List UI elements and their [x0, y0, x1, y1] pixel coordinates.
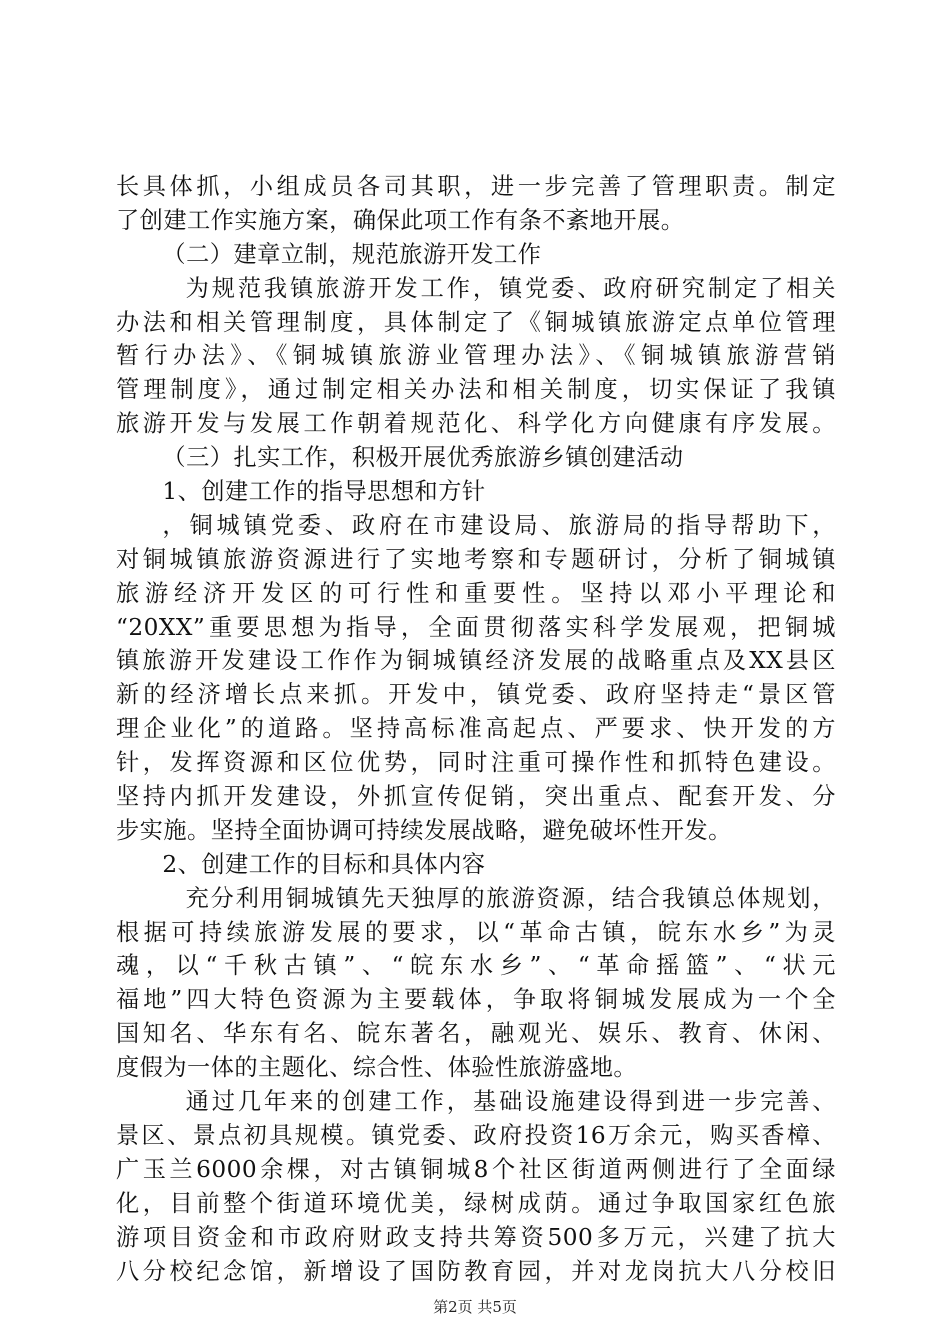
- text-line: 通过几年来的创建工作，基础设施建设得到进一步完善、: [185, 1088, 836, 1116]
- text-line: 了创建工作实施方案，确保此项工作有条不紊地开展。: [116, 206, 685, 234]
- text-line: 长具体抓，小组成员各司其职，进一步完善了管理职责。制定: [116, 173, 836, 200]
- text-line: 八分校纪念馆，新增设了国防教育园，并对龙岗抗大八分校旧: [116, 1257, 836, 1285]
- text-line: （二）建章立制，规范旅游开发工作: [162, 240, 542, 268]
- text-line: 充分利用铜城镇先天独厚的旅游资源，结合我镇总体规划，: [185, 884, 836, 912]
- text-line: （三）扎实工作，积极开展优秀旅游乡镇创建活动: [162, 444, 684, 472]
- text-line: 镇旅游开发建设工作作为铜城镇经济发展的战略重点及XX县区: [116, 647, 836, 675]
- page-footer: 第2页 共5页: [433, 1298, 517, 1316]
- text-line: 暂行办法》、《铜城镇旅游业管理办法》、《铜城镇旅游营销: [116, 342, 836, 370]
- text-line: 针，发挥资源和区位优势，同时注重可操作性和抓特色建设。: [116, 749, 836, 777]
- document-body: [116, 170, 836, 1288]
- text-line: 管理制度》，通过制定相关办法和相关制度，切实保证了我镇: [116, 376, 836, 404]
- text-line: 1、创建工作的指导思想和方针: [162, 478, 486, 506]
- text-line: 2、创建工作的目标和具体内容: [162, 850, 486, 878]
- text-line: 根据可持续旅游发展的要求，以“革命古镇，皖东水乡”为灵: [116, 918, 836, 946]
- text-line: 旅游经济开发区的可行性和重要性。坚持以邓小平理论和: [116, 579, 836, 607]
- text-line: 广玉兰6000余棵，对古镇铜城8个社区街道两侧进行了全面绿: [116, 1155, 836, 1183]
- text-line: 魂，以“千秋古镇”、“皖东水乡”、“革命摇篮”、“状元: [116, 952, 836, 980]
- text-line: 化，目前整个街道环境优美，绿树成荫。通过争取国家红色旅: [116, 1189, 836, 1217]
- text-line: 办法和相关管理制度，具体制定了《铜城镇旅游定点单位管理: [116, 308, 836, 336]
- text-line: 对铜城镇旅游资源进行了实地考察和专题研讨，分析了铜城镇: [116, 545, 836, 573]
- text-line: 新的经济增长点来抓。开发中，镇党委、政府坚持走“景区管: [116, 681, 836, 709]
- text-line: 坚持内抓开发建设，外抓宣传促销，突出重点、配套开发、分: [116, 783, 836, 811]
- text-line: 为规范我镇旅游开发工作，镇党委、政府研究制定了相关: [185, 274, 836, 302]
- text-line: “20XX”重要思想为指导，全面贯彻落实科学发展观，把铜城: [116, 613, 836, 641]
- text-line: 旅游开发与发展工作朝着规范化、科学化方向健康有序发展。: [116, 410, 836, 438]
- text-line: 国知名、华东有名、皖东著名，融观光、娱乐、教育、休闲、: [116, 1020, 836, 1048]
- text-line: 景区、景点初具规模。镇党委、政府投资16万余元，购买香樟、: [116, 1121, 836, 1149]
- text-line: 游项目资金和市政府财政支持共筹资500多万元，兴建了抗大: [116, 1223, 836, 1251]
- text-line: 福地”四大特色资源为主要载体，争取将铜城发展成为一个全: [116, 986, 836, 1014]
- text-line: 度假为一体的主题化、综合性、体验性旅游盛地。: [116, 1054, 638, 1082]
- text-line: 步实施。坚持全面协调可持续发展战略，避免破坏性开发。: [116, 816, 732, 844]
- text-line: 理企业化”的道路。坚持高标准高起点、严要求、快开发的方: [116, 715, 836, 743]
- text-line: ，铜城镇党委、政府在市建设局、旅游局的指导帮助下，: [162, 511, 836, 539]
